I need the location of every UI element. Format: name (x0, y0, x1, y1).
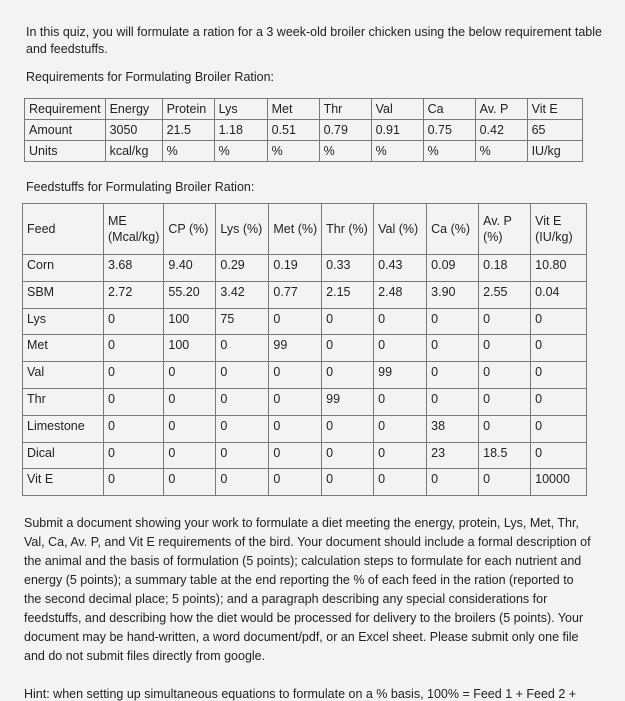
feed-value-cell: 0 (104, 362, 164, 389)
feed-value-cell: 3.90 (427, 281, 479, 308)
req-header-cell: Requirement (25, 99, 106, 120)
feed-value-cell: 0 (322, 469, 374, 496)
feed-value-cell: 99 (269, 335, 322, 362)
feed-value-cell: 99 (322, 388, 374, 415)
feed-row (23, 415, 587, 442)
feed-value-cell: 2.55 (479, 281, 531, 308)
feed-value-cell: 0 (374, 388, 427, 415)
feed-name-cell: Thr (23, 388, 104, 415)
feed-value-cell: 0 (531, 415, 587, 442)
feed-value-cell: 100 (164, 335, 216, 362)
req-header-cell: Vit E (527, 99, 582, 120)
feed-value-cell: 0 (479, 362, 531, 389)
req-header-cell: Val (371, 99, 423, 120)
feed-header-cell: Lys (%) (216, 204, 269, 255)
feed-value-cell: 0 (104, 335, 164, 362)
feed-header-cell: Met (%) (269, 204, 322, 255)
feed-value-cell: 0 (164, 442, 216, 469)
feed-value-cell: 0 (269, 442, 322, 469)
feed-name-cell: Met (23, 335, 104, 362)
feed-value-cell: 3.42 (216, 281, 269, 308)
feed-value-cell: 0 (216, 388, 269, 415)
req-cell: % (319, 141, 371, 162)
feed-value-cell: 0.09 (427, 255, 479, 282)
req-cell: 1.18 (214, 120, 267, 141)
feed-header-cell: Feed (23, 204, 104, 255)
feed-header-cell: CP (%) (164, 204, 216, 255)
feed-name-cell: Lys (23, 308, 104, 335)
feed-row (23, 442, 587, 469)
feed-value-cell: 0 (479, 469, 531, 496)
feed-value-cell: 0 (531, 362, 587, 389)
feed-value-cell: 0 (164, 469, 216, 496)
feed-value-cell: 0 (531, 335, 587, 362)
feed-value-cell: 0 (269, 388, 322, 415)
requirements-amount-row (25, 120, 583, 141)
req-cell: Units (25, 141, 106, 162)
req-cell: 0.91 (371, 120, 423, 141)
feed-value-cell: 0 (104, 442, 164, 469)
feed-value-cell: 0 (322, 335, 374, 362)
req-header-cell: Energy (105, 99, 162, 120)
feed-header-cell: Vit E (IU/kg) (531, 204, 587, 255)
requirements-heading: Requirements for Formulating Broiler Ration: (26, 70, 275, 84)
feed-value-cell: 0.19 (269, 255, 322, 282)
feed-row (23, 335, 587, 362)
feed-value-cell: 0 (269, 362, 322, 389)
feed-value-cell: 10.80 (531, 255, 587, 282)
feed-value-cell: 0 (322, 442, 374, 469)
req-header-cell: Ca (423, 99, 475, 120)
requirements-header-row (25, 99, 583, 120)
feed-value-cell: 38 (427, 415, 479, 442)
feed-name-cell: Corn (23, 255, 104, 282)
feed-header-cell: Val (%) (374, 204, 427, 255)
feed-row (23, 469, 587, 496)
feed-value-cell: 0 (479, 335, 531, 362)
req-header-cell: Thr (319, 99, 371, 120)
feed-value-cell: 0.33 (322, 255, 374, 282)
feed-value-cell: 0 (374, 442, 427, 469)
feed-value-cell: 100 (164, 308, 216, 335)
feedstuffs-heading: Feedstuffs for Formulating Broiler Ration: (26, 180, 255, 194)
feed-value-cell: 2.48 (374, 281, 427, 308)
feed-value-cell: 0 (322, 415, 374, 442)
feed-name-cell: Vit E (23, 469, 104, 496)
feed-value-cell: 0.43 (374, 255, 427, 282)
req-header-cell: Met (267, 99, 319, 120)
req-header-cell: Lys (214, 99, 267, 120)
req-cell: % (162, 141, 214, 162)
feed-header-cell: ME (Mcal/kg) (104, 204, 164, 255)
feed-value-cell: 99 (374, 362, 427, 389)
feed-name-cell: Dical (23, 442, 104, 469)
feed-value-cell: 18.5 (479, 442, 531, 469)
feed-header-cell: Ca (%) (427, 204, 479, 255)
feed-value-cell: 0 (216, 469, 269, 496)
req-cell: Amount (25, 120, 106, 141)
feed-value-cell: 0 (427, 362, 479, 389)
feed-value-cell: 0 (479, 415, 531, 442)
feed-value-cell: 2.15 (322, 281, 374, 308)
feed-name-cell: Val (23, 362, 104, 389)
feed-value-cell: 0 (104, 415, 164, 442)
req-header-cell: Protein (162, 99, 214, 120)
req-cell: 3050 (105, 120, 162, 141)
feedstuffs-body (23, 255, 587, 496)
feed-value-cell: 0 (269, 415, 322, 442)
feed-value-cell: 0 (374, 415, 427, 442)
feed-value-cell: 10000 (531, 469, 587, 496)
req-cell: 0.79 (319, 120, 371, 141)
feed-value-cell: 23 (427, 442, 479, 469)
req-cell: % (267, 141, 319, 162)
requirements-table (24, 98, 583, 162)
feed-value-cell: 0 (322, 362, 374, 389)
feed-value-cell: 0.77 (269, 281, 322, 308)
requirements-units-row (25, 141, 583, 162)
feed-value-cell: 0 (427, 388, 479, 415)
req-cell: 0.51 (267, 120, 319, 141)
feed-value-cell: 0 (216, 362, 269, 389)
feed-value-cell: 0 (479, 388, 531, 415)
feed-value-cell: 0 (374, 308, 427, 335)
feedstuffs-table (22, 203, 587, 496)
req-cell: 0.42 (475, 120, 527, 141)
feed-value-cell: 0 (427, 469, 479, 496)
feed-value-cell: 9.40 (164, 255, 216, 282)
feed-row (23, 308, 587, 335)
req-cell: IU/kg (527, 141, 582, 162)
feed-row (23, 388, 587, 415)
submission-instructions: Submit a document showing your work to formulate a diet meeting the energy, protein, Lys, Met, Thr, Val, Ca, Av. P, and Vit E requirements of the bird. Your document should include a formal description of the animal and the basis of formulation (5 points); calculation steps to formulate for each nutrient and energy (5 points); a summary table at the end reporting the % of each feed in the ration (reported to the second decimal place; 5 points); and a paragraph describing any special considerations for feedstuffs, and describing how the diet would be processed for delivery to the broilers (5 points). Your document may be hand-written, a word document/pdf, or an Excel sheet. Please submit only one file and do not submit files directly from google. (24, 516, 591, 663)
feed-value-cell: 0 (104, 308, 164, 335)
feed-value-cell: 55.20 (164, 281, 216, 308)
feed-value-cell: 3.68 (104, 255, 164, 282)
feed-value-cell: 0 (269, 469, 322, 496)
feed-value-cell: 0.04 (531, 281, 587, 308)
feed-value-cell: 0 (322, 308, 374, 335)
feed-row (23, 281, 587, 308)
feed-row (23, 362, 587, 389)
feed-value-cell: 0 (479, 308, 531, 335)
req-cell: 65 (527, 120, 582, 141)
feed-value-cell: 0 (531, 388, 587, 415)
feed-value-cell: 0 (216, 335, 269, 362)
feed-value-cell: 0 (216, 415, 269, 442)
feed-value-cell: 0 (427, 335, 479, 362)
hint-text: Hint: when setting up simultaneous equations to formulate on a % basis, 100% = Feed 1 + Feed 2 + (24, 687, 577, 701)
feed-header-cell: Thr (%) (322, 204, 374, 255)
feed-row (23, 255, 587, 282)
feed-value-cell: 0 (427, 308, 479, 335)
feed-value-cell: 0 (374, 469, 427, 496)
feed-name-cell: SBM (23, 281, 104, 308)
feedstuffs-header-row (23, 204, 587, 255)
req-cell: 0.75 (423, 120, 475, 141)
feed-value-cell: 75 (216, 308, 269, 335)
req-cell: % (371, 141, 423, 162)
feed-value-cell: 0 (164, 415, 216, 442)
feed-value-cell: 2.72 (104, 281, 164, 308)
feed-value-cell: 0 (216, 442, 269, 469)
feed-value-cell: 0 (531, 442, 587, 469)
feed-value-cell: 0 (374, 335, 427, 362)
feed-value-cell: 0 (164, 362, 216, 389)
feed-value-cell: 0 (269, 308, 322, 335)
req-cell: % (423, 141, 475, 162)
intro-text: In this quiz, you will formulate a ration for a 3 week-old broiler chicken using the below requirement table and feedstuffs. (26, 25, 602, 56)
feed-value-cell: 0 (531, 308, 587, 335)
req-cell: 21.5 (162, 120, 214, 141)
req-header-cell: Av. P (475, 99, 527, 120)
feed-value-cell: 0.29 (216, 255, 269, 282)
req-cell: % (475, 141, 527, 162)
feed-value-cell: 0.18 (479, 255, 531, 282)
req-cell: kcal/kg (105, 141, 162, 162)
feed-value-cell: 0 (164, 388, 216, 415)
feed-name-cell: Limestone (23, 415, 104, 442)
feed-header-cell: Av. P (%) (479, 204, 531, 255)
feed-value-cell: 0 (104, 469, 164, 496)
req-cell: % (214, 141, 267, 162)
feed-value-cell: 0 (104, 388, 164, 415)
